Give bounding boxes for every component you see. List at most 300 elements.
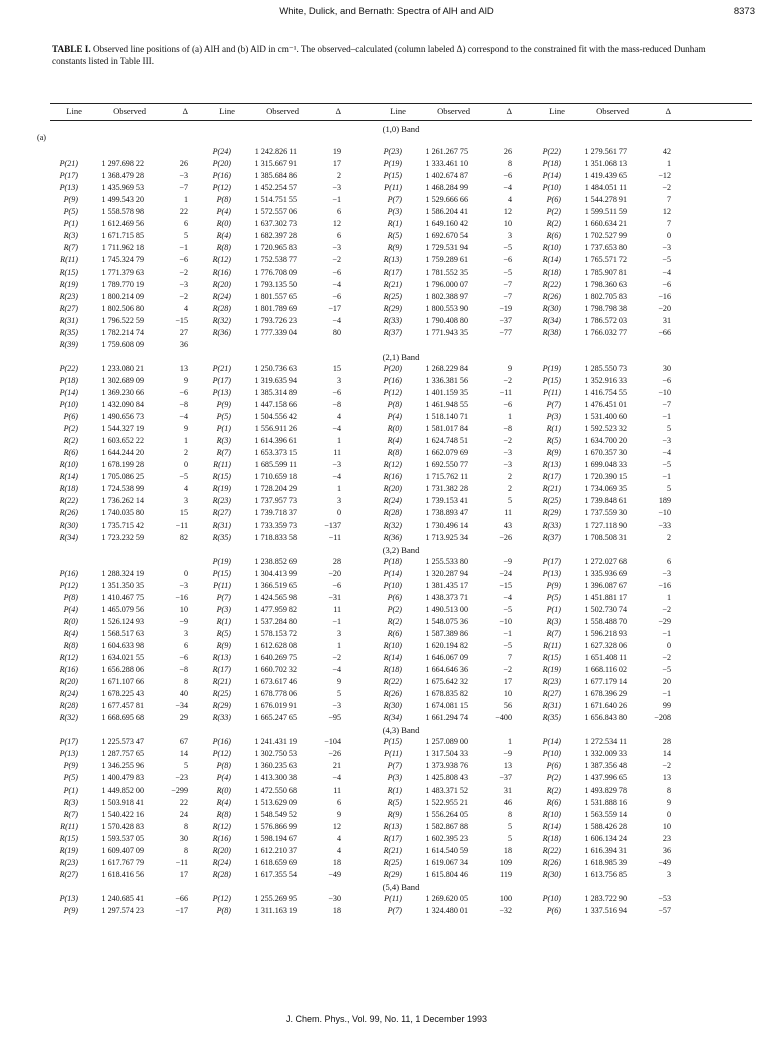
line-label: P(19) xyxy=(212,556,231,566)
delta-value: 29 xyxy=(179,713,188,723)
observed-value: 1 468.284 99 xyxy=(425,183,468,193)
table-row xyxy=(50,400,752,412)
observed-value: 1 620.194 82 xyxy=(425,640,468,650)
line-label: P(17) xyxy=(59,737,78,747)
observed-value: 1 324.480 01 xyxy=(425,905,468,915)
delta-value: −16 xyxy=(175,592,188,602)
table-row xyxy=(50,521,752,533)
line-label: R(8) xyxy=(216,809,231,819)
line-label: P(17) xyxy=(59,171,78,181)
delta-value: −7 xyxy=(179,183,188,193)
table-row xyxy=(50,412,752,424)
line-label: R(19) xyxy=(212,484,231,494)
line-label: P(9) xyxy=(63,195,78,205)
observed-value: 1 504.556 42 xyxy=(254,412,297,422)
observed-value: 1 615.804 46 xyxy=(425,869,468,879)
delta-value: 20 xyxy=(662,677,671,687)
line-label: P(7) xyxy=(387,195,402,205)
delta-value: 5 xyxy=(507,821,512,831)
observed-value: 1 346.255 96 xyxy=(101,761,144,771)
delta-value: −2 xyxy=(179,291,188,301)
delta-value: 0 xyxy=(666,231,671,241)
observed-value: 1 477.959 82 xyxy=(254,604,297,614)
delta-value: 9 xyxy=(336,677,341,687)
line-label: R(7) xyxy=(546,628,561,638)
line-label: P(19) xyxy=(383,159,402,169)
delta-value: 5 xyxy=(336,689,341,699)
observed-value: 1 558.578 98 xyxy=(101,207,144,217)
delta-value: 18 xyxy=(332,857,341,867)
line-label: P(14) xyxy=(542,737,561,747)
line-label: R(32) xyxy=(383,520,402,530)
observed-value: 1 664.646 36 xyxy=(425,665,468,675)
line-label: R(9) xyxy=(387,809,402,819)
delta-value: 36 xyxy=(662,845,671,855)
line-label: P(10) xyxy=(383,580,402,590)
line-label: R(13) xyxy=(383,821,402,831)
observed-value: 1 678.396 29 xyxy=(584,689,627,699)
delta-value: 7 xyxy=(666,219,671,229)
line-label: R(17) xyxy=(383,267,402,277)
observed-value: 1 413.300 38 xyxy=(254,773,297,783)
delta-value: 13 xyxy=(503,761,512,771)
table-row xyxy=(50,304,752,316)
table-row xyxy=(50,593,752,605)
delta-value: 1 xyxy=(336,640,341,650)
observed-value: 1 437.996 65 xyxy=(584,773,627,783)
observed-value: 1 369.230 66 xyxy=(101,387,144,397)
line-label: P(1) xyxy=(546,604,561,614)
observed-value: 1 285.550 73 xyxy=(584,363,627,373)
observed-value: 1 576.866 99 xyxy=(254,821,297,831)
line-label: R(5) xyxy=(216,628,231,638)
line-label: R(30) xyxy=(59,520,78,530)
delta-value: 8 xyxy=(183,677,188,687)
line-label: P(13) xyxy=(59,893,78,903)
observed-value: 1 499.543 20 xyxy=(101,195,144,205)
observed-value: 1 304.413 99 xyxy=(254,568,297,578)
observed-value: 1 425.808 43 xyxy=(425,773,468,783)
delta-value: −299 xyxy=(171,785,188,795)
observed-value: 1 728.204 29 xyxy=(254,484,297,494)
observed-value: 1 302.750 53 xyxy=(254,749,297,759)
line-label: R(35) xyxy=(212,532,231,542)
observed-value: 1 385.684 86 xyxy=(254,171,297,181)
observed-value: 1 587.389 86 xyxy=(425,628,468,638)
delta-value: 1 xyxy=(666,159,671,169)
table-row xyxy=(50,508,752,520)
line-label: P(15) xyxy=(542,375,561,385)
line-label: P(7) xyxy=(546,400,561,409)
observed-value: 1 401.159 35 xyxy=(425,387,468,397)
line-label: P(3) xyxy=(387,207,402,217)
delta-value: 46 xyxy=(503,797,512,807)
delta-value: 17 xyxy=(179,869,188,879)
observed-value: 1 800.214 09 xyxy=(101,291,144,301)
delta-value: 99 xyxy=(662,701,671,711)
line-label: R(20) xyxy=(59,677,78,687)
table-row xyxy=(50,207,752,219)
delta-value: 6 xyxy=(666,556,671,566)
table-row xyxy=(50,786,752,798)
line-label: P(5) xyxy=(216,412,231,422)
line-label: R(10) xyxy=(542,809,561,819)
delta-value: −26 xyxy=(499,532,512,542)
line-label: R(16) xyxy=(212,833,231,843)
line-label: P(9) xyxy=(546,580,561,590)
line-label: R(20) xyxy=(212,845,231,855)
line-label: R(10) xyxy=(59,460,78,470)
delta-value: −5 xyxy=(503,640,512,650)
line-label: R(7) xyxy=(63,243,78,253)
line-label: R(25) xyxy=(383,291,402,301)
observed-value: 1 646.067 09 xyxy=(425,653,468,662)
line-label: P(8) xyxy=(63,592,78,602)
band-title: (1,0) Band xyxy=(382,124,420,134)
observed-value: 1 670.357 30 xyxy=(584,448,627,458)
line-label: R(17) xyxy=(212,665,231,675)
delta-value: −4 xyxy=(332,773,341,783)
table-row xyxy=(50,424,752,436)
observed-value: 1 673.617 46 xyxy=(254,677,297,687)
delta-value: −2 xyxy=(662,604,671,614)
delta-value: 0 xyxy=(666,809,671,819)
delta-value: −23 xyxy=(175,773,188,783)
line-label: R(32) xyxy=(59,713,78,723)
line-label: R(19) xyxy=(542,665,561,675)
delta-value: −8 xyxy=(179,400,188,409)
observed-value: 1 612.628 08 xyxy=(254,640,297,650)
delta-value: 5 xyxy=(183,761,188,771)
observed-value: 1 730.496 14 xyxy=(425,520,468,530)
delta-value: −10 xyxy=(499,616,512,626)
line-label: P(4) xyxy=(216,773,231,783)
delta-value: −8 xyxy=(503,424,512,434)
delta-value: 4 xyxy=(183,484,188,494)
table-row xyxy=(50,810,752,822)
delta-value: 119 xyxy=(500,869,512,879)
line-label: P(11) xyxy=(543,387,561,397)
observed-value: 1 736.262 14 xyxy=(101,496,144,506)
line-label: R(7) xyxy=(63,809,78,819)
observed-value: 1 609.407 09 xyxy=(101,845,144,855)
table-rule xyxy=(50,120,752,121)
line-label: R(12) xyxy=(59,653,78,662)
line-label: R(30) xyxy=(383,701,402,711)
delta-value: −2 xyxy=(662,761,671,771)
observed-value: 1 640.269 75 xyxy=(254,653,297,662)
line-label: R(5) xyxy=(546,436,561,446)
observed-value: 1 705.086 25 xyxy=(101,472,144,482)
observed-value: 1 802.506 80 xyxy=(101,303,144,313)
delta-value: −5 xyxy=(503,243,512,253)
line-label: R(28) xyxy=(212,869,231,879)
delta-value: −2 xyxy=(503,665,512,675)
delta-value: 8 xyxy=(507,159,512,169)
table-row xyxy=(50,231,752,243)
observed-value: 1 472.550 68 xyxy=(254,785,297,795)
delta-value: −2 xyxy=(179,267,188,277)
table-row xyxy=(50,219,752,231)
observed-value: 1 416.754 55 xyxy=(584,387,627,397)
observed-value: 1 727.118 90 xyxy=(584,520,627,530)
delta-value: −1 xyxy=(179,243,188,253)
observed-value: 1 558.488 70 xyxy=(584,616,627,626)
line-label: P(11) xyxy=(384,183,402,193)
delta-value: 109 xyxy=(499,857,512,867)
line-label: R(4) xyxy=(387,436,402,446)
column-header: Observed xyxy=(596,106,629,116)
line-label: R(5) xyxy=(387,231,402,241)
line-label: R(20) xyxy=(212,279,231,289)
delta-value: −2 xyxy=(503,436,512,446)
observed-value: 1 737.653 80 xyxy=(584,243,627,253)
delta-value: −5 xyxy=(662,255,671,265)
line-label: R(21) xyxy=(383,279,402,289)
observed-value: 1 801.789 69 xyxy=(254,303,297,313)
observed-value: 1 419.439 65 xyxy=(584,171,627,181)
line-label: R(18) xyxy=(59,484,78,494)
table-row xyxy=(50,171,752,183)
table-row xyxy=(50,195,752,207)
observed-value: 1 352.916 33 xyxy=(584,375,627,385)
line-label: R(6) xyxy=(63,448,78,458)
observed-value: 1 351.068 13 xyxy=(584,159,627,169)
observed-value: 1 602.395 23 xyxy=(425,833,468,843)
line-label: R(9) xyxy=(216,640,231,650)
observed-value: 1 503.918 41 xyxy=(101,797,144,807)
observed-value: 1 255.533 80 xyxy=(425,556,468,566)
delta-value: 11 xyxy=(333,448,341,458)
delta-value: −11 xyxy=(175,520,188,530)
observed-value: 1 531.888 16 xyxy=(584,797,627,807)
line-label: R(13) xyxy=(383,255,402,265)
delta-value: −3 xyxy=(662,568,671,578)
table-row xyxy=(50,906,752,918)
observed-value: 1 438.373 71 xyxy=(425,592,468,602)
line-label: R(25) xyxy=(383,857,402,867)
delta-value: 67 xyxy=(179,737,188,747)
observed-value: 1 599.511 59 xyxy=(584,207,627,217)
line-label: R(1) xyxy=(387,785,402,795)
line-label: P(6) xyxy=(387,592,402,602)
line-label: R(21) xyxy=(542,484,561,494)
delta-value: 15 xyxy=(179,508,188,518)
line-label: R(24) xyxy=(383,496,402,506)
observed-value: 1 612.210 37 xyxy=(254,845,297,855)
line-label: R(8) xyxy=(387,448,402,458)
column-header: Observed xyxy=(266,106,299,116)
observed-value: 1 257.089 00 xyxy=(425,737,468,747)
line-label: R(34) xyxy=(59,532,78,542)
line-label: P(20) xyxy=(383,363,402,373)
delta-value: 13 xyxy=(179,363,188,373)
observed-value: 1 531.400 60 xyxy=(584,412,627,422)
observed-value: 1 651.408 11 xyxy=(584,653,627,662)
delta-value: −6 xyxy=(503,255,512,265)
delta-value: 4 xyxy=(183,303,188,313)
table-row xyxy=(50,773,752,785)
delta-value: −16 xyxy=(658,580,671,590)
delta-value: −6 xyxy=(503,400,512,409)
running-title: White, Dulick, and Bernath: Spectra of AlH and AlD xyxy=(279,6,494,17)
observed-value: 1 678.835 82 xyxy=(425,689,468,699)
table-rule xyxy=(50,103,752,104)
table-row xyxy=(50,629,752,641)
line-label: R(23) xyxy=(212,496,231,506)
line-label: R(39) xyxy=(59,339,78,349)
delta-value: 56 xyxy=(503,701,512,711)
observed-value: 1 702.527 99 xyxy=(584,231,627,241)
observed-value: 1 544.278 91 xyxy=(584,195,627,205)
observed-value: 1 649.160 42 xyxy=(425,219,468,229)
observed-value: 1 789.770 19 xyxy=(101,279,144,289)
delta-value: −6 xyxy=(662,375,671,385)
observed-value: 1 713.925 34 xyxy=(425,532,468,542)
line-label: R(3) xyxy=(63,797,78,807)
line-label: R(14) xyxy=(383,653,402,662)
line-label: P(12) xyxy=(59,580,78,590)
line-label: P(15) xyxy=(212,568,231,578)
line-label: R(34) xyxy=(542,315,561,325)
column-header: Line xyxy=(549,106,565,116)
delta-value: 1 xyxy=(507,737,512,747)
delta-value: −30 xyxy=(328,893,341,903)
observed-value: 1 739.848 61 xyxy=(584,496,627,506)
table-row xyxy=(50,243,752,255)
caption-label: TABLE I. xyxy=(52,44,91,54)
delta-value: −7 xyxy=(503,279,512,289)
observed-value: 1 518.140 71 xyxy=(425,412,468,422)
line-label: R(30) xyxy=(542,869,561,879)
line-label: P(3) xyxy=(387,773,402,783)
line-label: R(16) xyxy=(212,267,231,277)
delta-value: −1 xyxy=(503,628,512,638)
observed-value: 1 410.467 75 xyxy=(101,592,144,602)
observed-value: 1 733.359 73 xyxy=(254,520,297,530)
line-label: R(35) xyxy=(542,713,561,723)
delta-value: −53 xyxy=(658,893,671,903)
line-label: R(15) xyxy=(59,833,78,843)
observed-value: 1 802.388 97 xyxy=(425,291,468,301)
line-label: R(10) xyxy=(542,243,561,253)
delta-value: 40 xyxy=(179,689,188,699)
line-label: P(7) xyxy=(216,592,231,602)
delta-value: 7 xyxy=(666,195,671,205)
observed-value: 1 604.633 98 xyxy=(101,640,144,650)
line-label: P(12) xyxy=(383,387,402,397)
table-row xyxy=(50,749,752,761)
line-label: R(31) xyxy=(59,315,78,325)
delta-value: −37 xyxy=(499,315,512,325)
delta-value: −57 xyxy=(658,905,671,915)
delta-value: 1 xyxy=(336,484,341,494)
delta-value: −6 xyxy=(179,387,188,397)
table-row xyxy=(50,761,752,773)
observed-value: 1 678.199 28 xyxy=(101,460,144,470)
observed-value: 1 665.247 65 xyxy=(254,713,297,723)
delta-value: 36 xyxy=(179,339,188,349)
line-label: R(0) xyxy=(63,616,78,626)
observed-value: 1 570.428 83 xyxy=(101,821,144,831)
delta-value: 4 xyxy=(336,833,341,843)
observed-value: 1 336.381 56 xyxy=(425,375,468,385)
delta-value: 6 xyxy=(183,640,188,650)
observed-value: 1 302.689 09 xyxy=(101,375,144,385)
delta-value: −2 xyxy=(662,653,671,662)
delta-value: −17 xyxy=(328,303,341,313)
table-row xyxy=(50,533,752,545)
line-label: R(14) xyxy=(542,821,561,831)
line-label: P(8) xyxy=(387,400,402,409)
delta-value: −5 xyxy=(662,460,671,470)
observed-value: 1 793.135 50 xyxy=(254,279,297,289)
column-header: Observed xyxy=(113,106,146,116)
delta-value: 6 xyxy=(336,231,341,241)
line-label: R(24) xyxy=(59,689,78,699)
observed-value: 1 333.461 10 xyxy=(425,159,468,169)
observed-value: 1 682.397 28 xyxy=(254,231,297,241)
line-label: P(22) xyxy=(59,363,78,373)
delta-value: −77 xyxy=(499,327,512,337)
observed-value: 1 711.962 18 xyxy=(101,243,144,253)
observed-value: 1 490.513 00 xyxy=(425,604,468,614)
delta-value: −4 xyxy=(503,592,512,602)
observed-value: 1 250.736 63 xyxy=(254,363,297,373)
observed-value: 1 759.289 61 xyxy=(425,255,468,265)
delta-value: 100 xyxy=(499,893,512,903)
line-label: R(14) xyxy=(542,255,561,265)
line-label: R(29) xyxy=(383,303,402,313)
table-row xyxy=(50,798,752,810)
delta-value: −4 xyxy=(179,412,188,422)
line-label: P(19) xyxy=(542,363,561,373)
delta-value: 22 xyxy=(179,207,188,217)
observed-value: 1 677.179 14 xyxy=(584,677,627,687)
line-label: P(11) xyxy=(384,893,402,903)
line-label: R(6) xyxy=(546,231,561,241)
observed-value: 1 255.269 95 xyxy=(254,893,297,903)
observed-value: 1 739.718 37 xyxy=(254,508,297,518)
delta-value: −49 xyxy=(658,857,671,867)
table-row xyxy=(50,689,752,701)
observed-value: 1 315.667 91 xyxy=(254,159,297,169)
line-label: R(13) xyxy=(542,460,561,470)
observed-value: 1 484.051 11 xyxy=(584,183,627,193)
delta-value: −37 xyxy=(499,773,512,783)
observed-value: 1 668.695 68 xyxy=(101,713,144,723)
line-label: R(24) xyxy=(212,291,231,301)
delta-value: 0 xyxy=(336,508,341,518)
delta-value: −5 xyxy=(503,604,512,614)
observed-value: 1 699.048 33 xyxy=(584,460,627,470)
observed-value: 1 402.674 87 xyxy=(425,171,468,181)
observed-value: 1 720.965 83 xyxy=(254,243,297,253)
line-label: R(23) xyxy=(59,291,78,301)
delta-value: −20 xyxy=(328,568,341,578)
line-label: R(31) xyxy=(542,701,561,711)
line-label: R(16) xyxy=(383,472,402,482)
line-label: R(38) xyxy=(542,327,561,337)
observed-value: 1 634.021 55 xyxy=(101,653,144,662)
observed-value: 1 731.382 28 xyxy=(425,484,468,494)
line-label: P(2) xyxy=(546,773,561,783)
observed-value: 1 272.027 68 xyxy=(584,556,627,566)
delta-value: −7 xyxy=(662,400,671,409)
delta-value: 3 xyxy=(336,628,341,638)
observed-value: 1 556.264 05 xyxy=(425,809,468,819)
delta-value: 43 xyxy=(503,520,512,530)
